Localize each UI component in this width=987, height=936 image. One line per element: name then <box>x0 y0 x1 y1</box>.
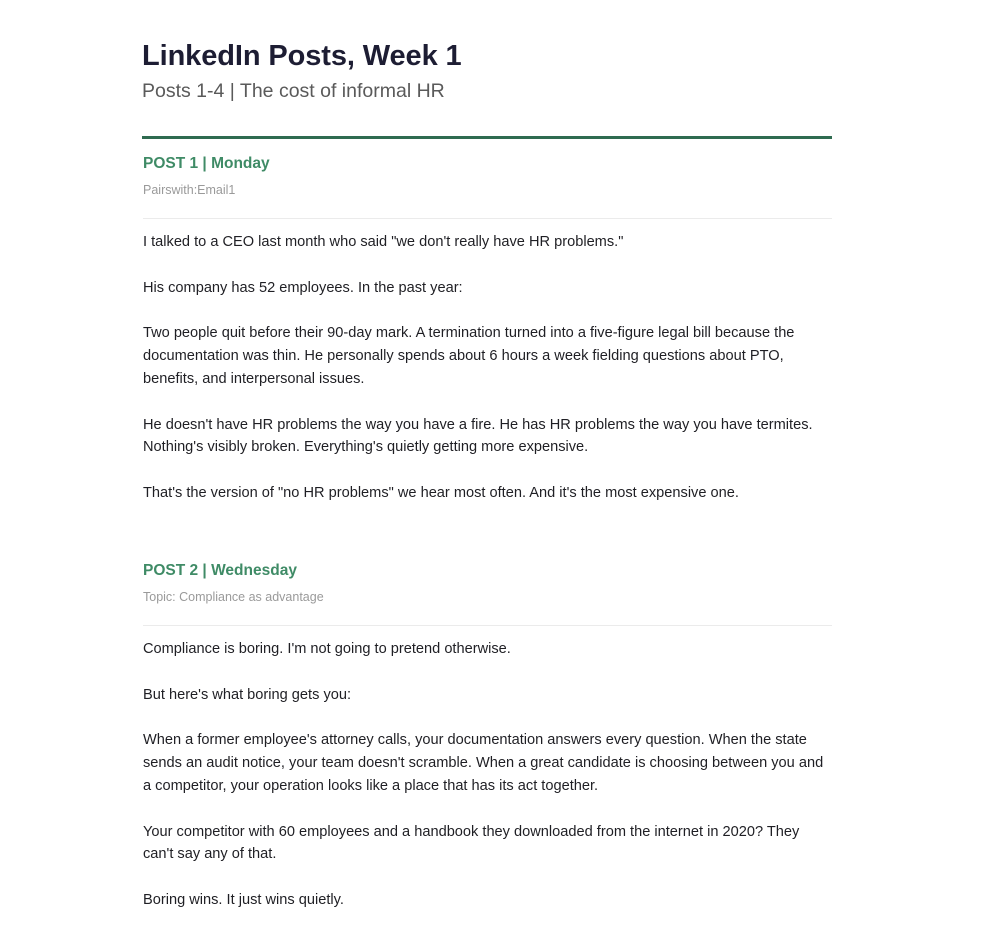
post-divider <box>143 625 832 626</box>
post-paragraph: His company has 52 employees. In the past year: <box>143 279 463 296</box>
post-body <box>143 231 832 505</box>
post-paragraph: Two people quit before their 90-day mark. A termination turned into a five-figure legal bill because the documentation was thin. He personally spends about 6 hours a week fielding questions about PTO, benefits, and interpersonal issues. <box>143 325 795 387</box>
post-heading: POST 1 | Monday <box>143 155 270 172</box>
post-1 <box>143 155 832 528</box>
post-paragraph: Boring wins. It just wins quietly. <box>143 891 344 908</box>
post-heading: POST 2 | Wednesday <box>143 562 297 579</box>
document-subtitle: Posts 1-4 | The cost of informal HR <box>142 80 445 102</box>
post-paragraph: When a former employee's attorney calls, your documentation answers every question. When the state sends an audit notice, your team doesn't scramble. When a great candidate is choosing between you and a competitor, your operation looks like a place that has its act together. <box>143 732 824 794</box>
post-2 <box>143 562 832 935</box>
post-body <box>143 638 832 912</box>
post-paragraph: Compliance is boring. I'm not going to pretend otherwise. <box>143 641 511 657</box>
post-paragraph: That's the version of "no HR problems" we hear most often. And it's the most expensive one. <box>143 484 739 501</box>
post-paragraph: He doesn't have HR problems the way you have a fire. He has HR problems the way you have termites. Nothing's visibly broken. Everything's quietly getting more expensive. <box>143 416 813 456</box>
post-paragraph: But here's what boring gets you: <box>143 686 352 703</box>
title-divider <box>142 136 832 139</box>
post-paragraph: I talked to a CEO last month who said "we don't really have HR problems." <box>143 234 624 250</box>
post-meta: Pairswith:Email1 <box>143 183 236 197</box>
post-divider <box>143 218 832 219</box>
document-title: LinkedIn Posts, Week 1 <box>142 40 462 72</box>
post-meta: Topic: Compliance as advantage <box>143 590 324 604</box>
post-paragraph: Your competitor with 60 employees and a handbook they downloaded from the internet in 2020? They can't say any of that. <box>143 823 800 863</box>
